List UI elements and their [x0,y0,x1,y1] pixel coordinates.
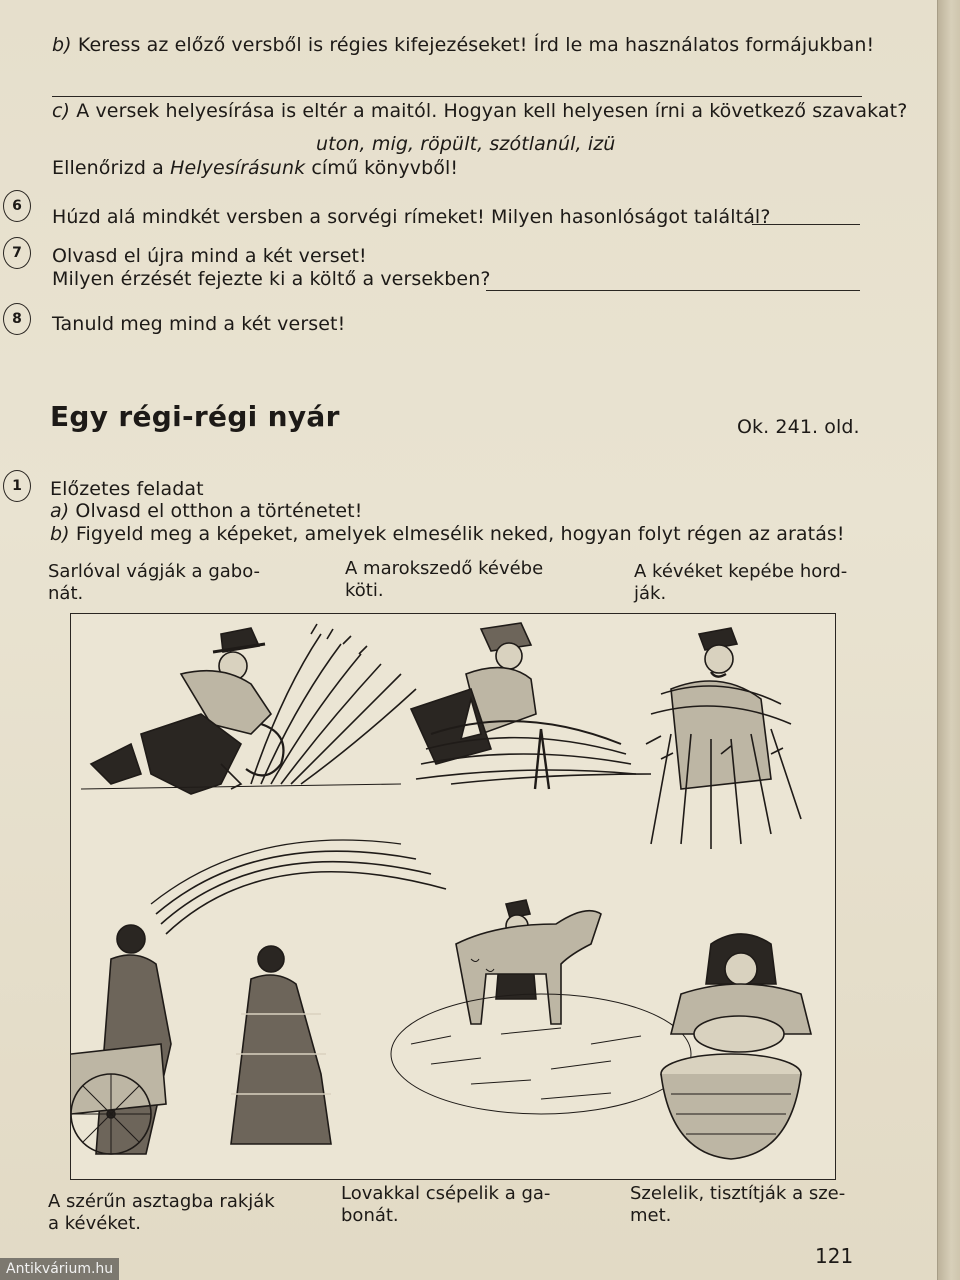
task-1-b-label: b) [50,523,70,545]
task-1-a-text: Olvasd el otthon a történetet! [75,500,363,522]
carrier-figure [671,628,771,789]
task-c-check [52,157,458,179]
book-page-edge [937,0,960,1280]
task-b-text: Keress az előző versből is régies kifejezéseket! Írd le ma használatos formájukban! [77,34,875,56]
task-number-7: 7 [3,237,31,269]
task-7-line1: Olvasd el újra mind a két verset! [52,245,367,267]
task-b [52,34,874,56]
task-7-answer-line[interactable] [486,290,860,291]
task-number-6: 6 [3,190,31,222]
task-1-a [50,500,362,522]
section-title: Egy régi-régi nyár [50,400,340,433]
harvest-illustration [70,613,836,1180]
caption-winnowing-line2: met. [630,1205,672,1226]
stacker-figures [96,840,446,1154]
caption-winnowing [630,1183,845,1227]
task-number-1: 1 [3,470,31,502]
wheat-stalks-1 [251,624,416,784]
task-c [52,100,907,122]
caption-threshing-line1: Lovakkal csépelik a ga- [341,1183,551,1204]
winnowing-basket [661,1054,801,1159]
task-b-label: b) [52,34,72,56]
binder-figure [411,623,536,764]
task-8-text: Tanuld meg mind a két verset! [52,313,346,335]
caption-binding [345,558,543,602]
threshing-straw [391,994,691,1114]
task-b-answer-line[interactable] [52,96,862,97]
caption-stacking-line2: ják. [634,583,667,604]
task-1-heading: Előzetes feladat [50,478,204,500]
caption-winnowing-line1: Szelelik, tisztítják a sze- [630,1183,846,1204]
task-c-label: c) [52,100,71,122]
caption-binding-line1: A marokszedő kévébe [345,558,544,579]
caption-stacking [634,561,847,605]
caption-stacking-line1: A kévéket kepébe hord- [634,561,848,582]
task-1-b [50,523,845,545]
task-1-a-label: a) [50,500,70,522]
harvest-drawing [71,614,835,1179]
horse-and-driver [456,900,601,1024]
caption-reaping-line1: Sarlóval vágják a gabo- [48,561,261,582]
task-c-words: uton, mig, röpült, szótlanúl, izü [316,133,616,155]
caption-binding-line2: köti. [345,580,384,601]
winnower-figure [671,934,811,1052]
task-7-line2: Milyen érzését fejezte ki a költő a versekben? [52,268,491,290]
book-title: Helyesírásunk [170,157,306,179]
caption-reaping-line2: nát. [48,583,84,604]
task-6-text: Húzd alá mindkét versben a sorvégi rímeket! Milyen hasonlóságot találtál? [52,206,771,228]
task-c-check-post: című könyvből! [305,157,459,179]
watermark: Antikvárium.hu [0,1258,119,1280]
caption-reaping [48,561,260,605]
caption-stacking-rick [48,1191,275,1235]
reaper-figure [91,628,284,794]
caption-stacking-rick-line2: a kévéket. [48,1213,141,1234]
task-c-check-pre: Ellenőrizd a [52,157,171,179]
caption-stacking-rick-line1: A szérűn asztagba rakják [48,1191,275,1212]
task-1-b-text: Figyeld meg a képeket, amelyek elmesélik neked, hogyan folyt régen az aratás! [75,523,845,545]
page-number: 121 [815,1244,854,1268]
section-reference: Ok. 241. old. [737,416,860,438]
caption-threshing [341,1183,550,1227]
caption-threshing-line2: bonát. [341,1205,399,1226]
task-c-text: A versek helyesírása is eltér a maitól. Hogyan kell helyesen írni a következő szavakat? [76,100,908,122]
task-6-answer-line[interactable] [752,224,860,225]
task-number-8: 8 [3,303,31,335]
